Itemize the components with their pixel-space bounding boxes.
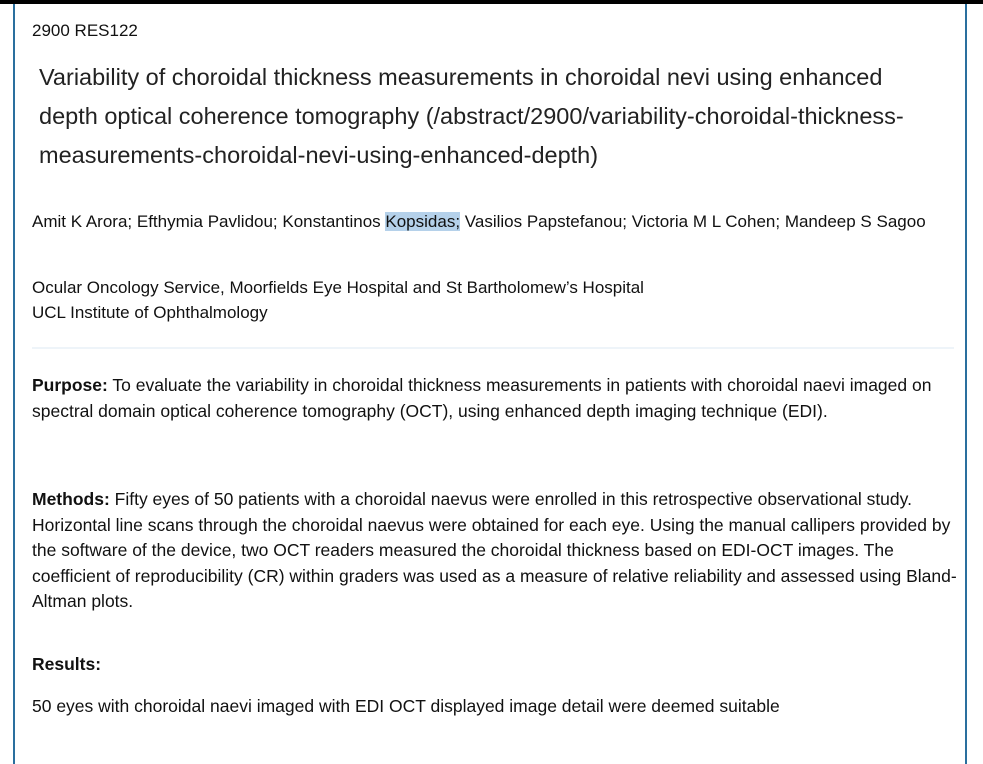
- affiliation-2: UCL Institute of Ophthalmology: [32, 303, 268, 322]
- author-list: [32, 209, 932, 234]
- purpose-label: Purpose:: [32, 375, 108, 395]
- methods-label: Methods:: [32, 489, 110, 509]
- results-heading: Results:: [32, 654, 102, 674]
- authors-before: Amit K Arora; Efthymia Pavlidou; Konstantinos: [32, 212, 386, 231]
- affiliations: [32, 275, 644, 325]
- purpose-text: To evaluate the variability in choroidal thickness measurements in patients with choroidal naevi imaged on spectral domain optical coherence tomography (OCT), using enhanced depth imaging technique (EDI).: [32, 375, 932, 421]
- abstract-id: 2900 RES122: [32, 21, 138, 40]
- section-divider: [32, 347, 954, 349]
- methods-paragraph: [32, 487, 957, 615]
- abstract-title-link[interactable]: Variability of choroidal thickness measurements in choroidal nevi using enhanced depth optical coherence tomography (/abstract/2900/variability-choroidal-thickness-measurements-choroidal-nevi-using-enhanced-depth): [39, 64, 904, 168]
- purpose-paragraph: [32, 373, 957, 424]
- methods-text: Fifty eyes of 50 patients with a choroidal naevus were enrolled in this retrospective observational study. Horizontal line scans through the choroidal naevus were obtained for each eye. Using the manual callipers provided by the software of the device, two OCT readers measured the choroidal thickness based on EDI-OCT images. The coefficient of reproducibility (CR) within graders was used as a measure of relative reliability and assessed using Bland-Altman plots.: [32, 489, 957, 611]
- abstract-card: [13, 4, 967, 764]
- highlighted-author: Kopsidas;: [385, 212, 461, 231]
- affiliation-1: Ocular Oncology Service, Moorfields Eye Hospital and St Bartholomew’s Hospital: [32, 278, 644, 297]
- results-text: 50 eyes with choroidal naevi imaged with EDI OCT displayed image detail were deemed suitable: [32, 696, 780, 716]
- authors-after: Vasilios Papstefanou; Victoria M L Cohen; Mandeep S Sagoo: [460, 212, 926, 231]
